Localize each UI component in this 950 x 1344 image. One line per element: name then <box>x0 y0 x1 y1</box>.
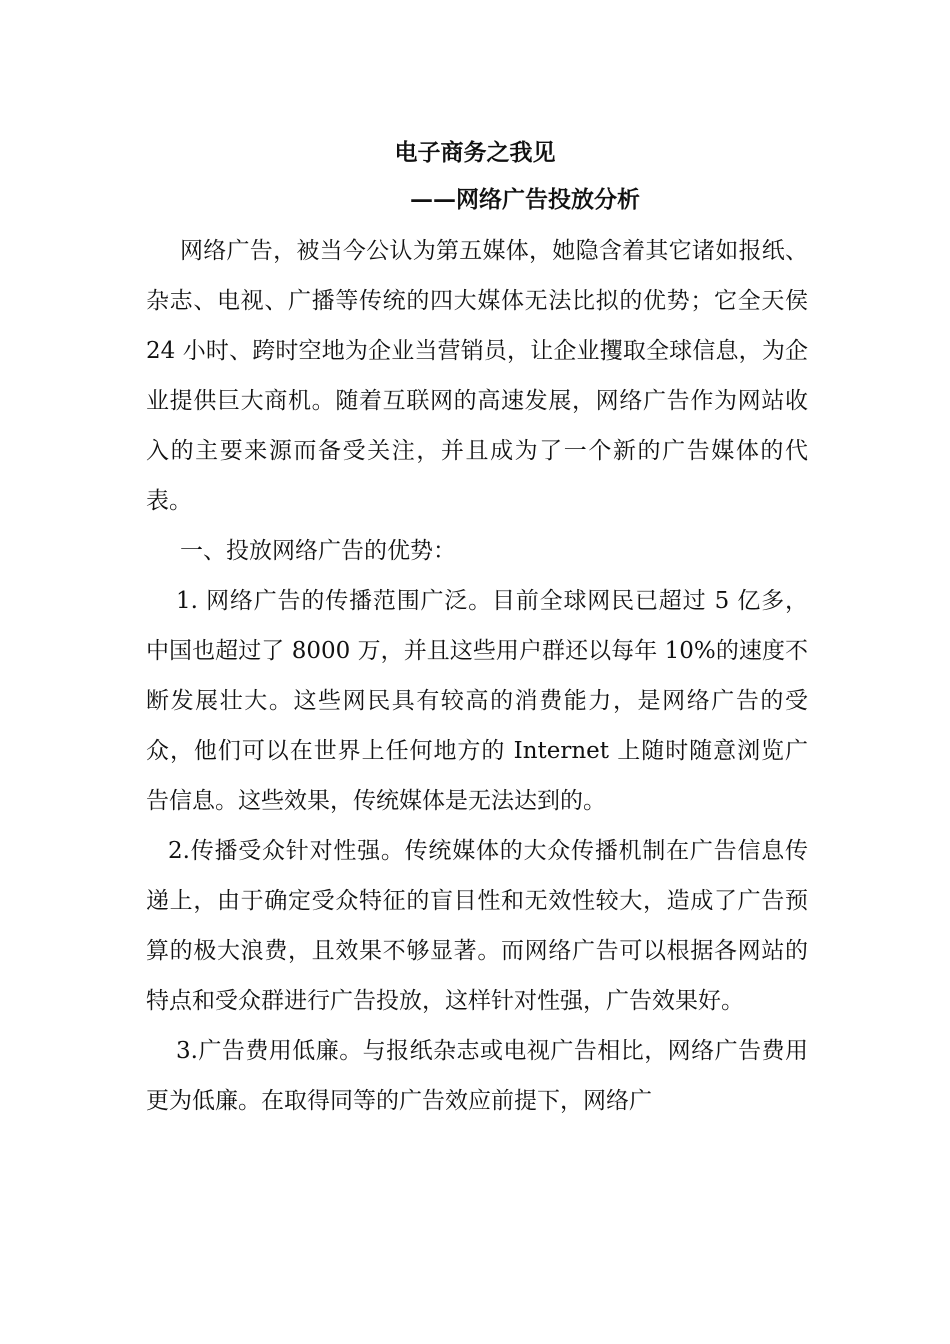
point-1-paragraph: 1. 网络广告的传播范围广泛。目前全球网民已超过 5 亿多，中国也超过了 8000 万，并且这些用户群还以每年 10%的速度不断发展壮大。这些网民具有较高的消费能力，是网络广告的受众，他们可以在世界上任何地方的 Internet 上随时随意浏览广告信息。这些效果，传统媒体是无法达到的。 <box>146 588 808 814</box>
document-title: 电子商务之我见 <box>394 139 556 166</box>
document-body <box>146 226 808 1126</box>
point-3-paragraph: 3.广告费用低廉。与报纸杂志或电视广告相比，网络广告费用更为低廉。在取得同等的广告效应前提下，网络广 <box>146 1038 808 1114</box>
intro-paragraph: 网络广告，被当今公认为第五媒体，她隐含着其它诸如报纸、杂志、电视、广播等传统的四大媒体无法比拟的优势；它全天侯 24 小时、跨时空地为企业当营销员，让企业攫取全球信息，为企业提供巨大商机。随着互联网的高速发展，网络广告作为网站收入的主要来源而备受关注，并且成为了一个新的广告媒体的代表。 <box>146 238 808 514</box>
point-2-paragraph: 2.传播受众针对性强。传统媒体的大众传播机制在广告信息传递上，由于确定受众特征的盲目性和无效性较大，造成了广告预算的极大浪费，且效果不够显著。而网络广告可以根据各网站的特点和受众群进行广告投放，这样针对性强，广告效果好。 <box>146 838 808 1014</box>
section-heading: 一、投放网络广告的优势： <box>180 538 456 564</box>
document-subtitle: ——网络广告投放分析 <box>410 186 640 213</box>
